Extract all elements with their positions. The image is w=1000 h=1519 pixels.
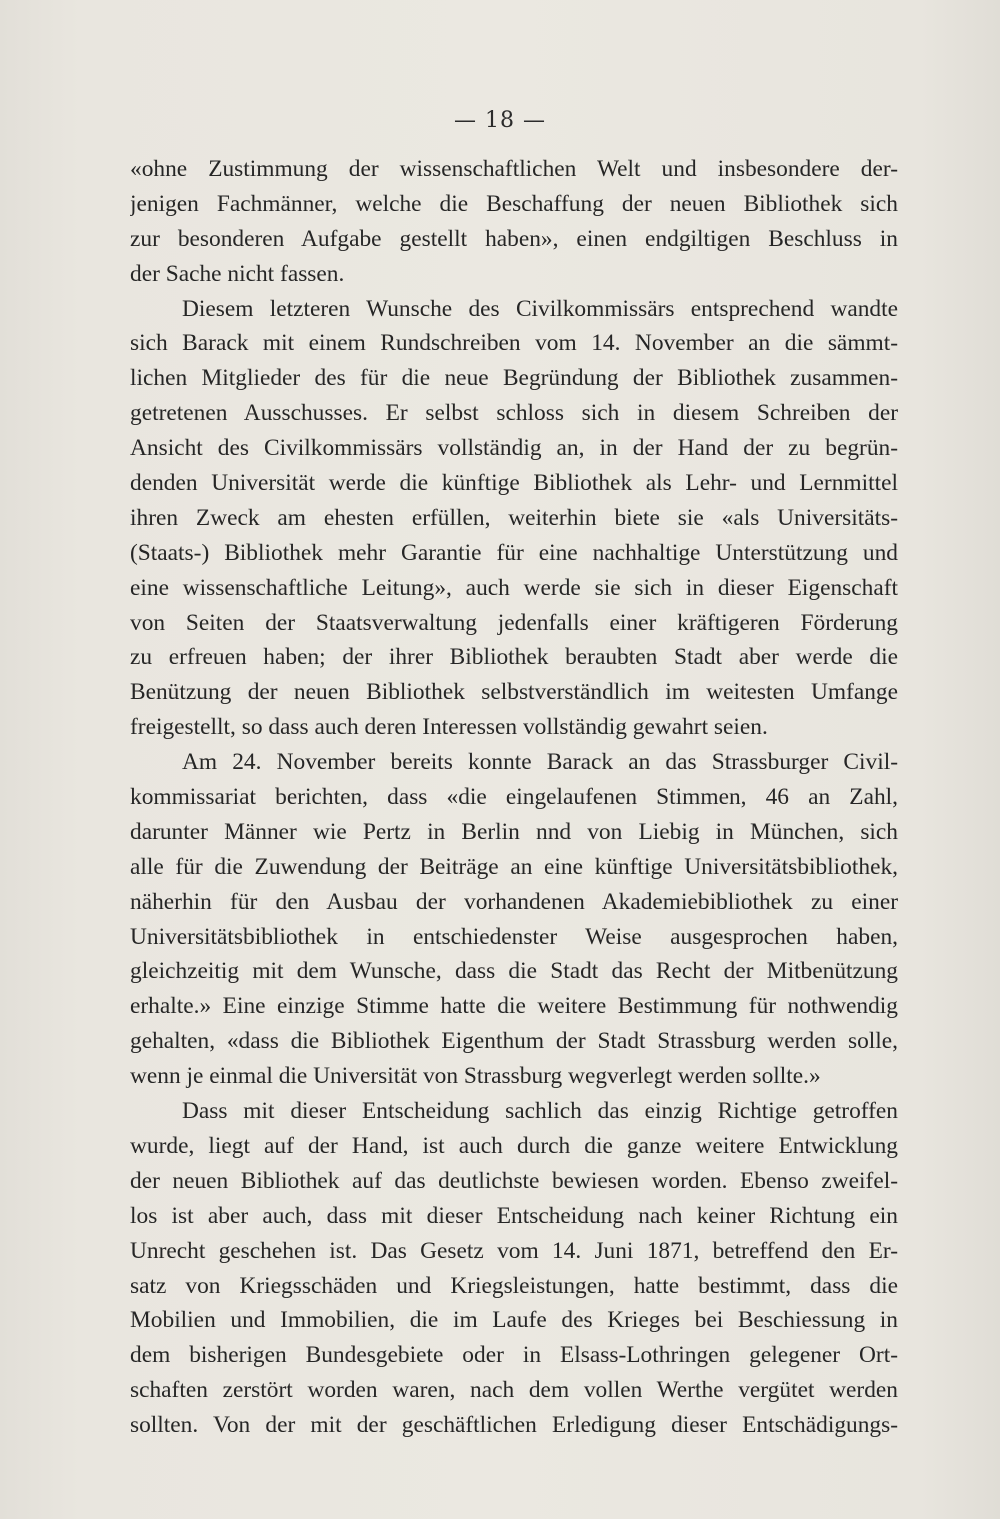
text-line: gehalten, «dass die Bibliothek Eigenthum der Stadt Strassburg werden solle, <box>130 1028 898 1055</box>
text-line: dem bisherigen Bundesgebiete oder in Elsass-Lothringen gelegener Ort- <box>130 1342 898 1369</box>
text-line: sich Barack mit einem Rundschreiben vom 14. November an die sämmt- <box>130 330 898 357</box>
text-line: schaften zerstört worden waren, nach dem vollen Werthe vergütet werden <box>130 1377 898 1404</box>
text-line: wenn je einmal die Universität von Strassburg wegverlegt werden sollte.» <box>130 1063 821 1090</box>
text-line: denden Universität werde die künftige Bibliothek als Lehr- und Lernmittel <box>130 470 898 497</box>
text-line: satz von Kriegsschäden und Kriegsleistungen, hatte bestimmt, dass die <box>130 1272 898 1299</box>
text-line: los ist aber auch, dass mit dieser Entscheidung nach keiner Richtung ein <box>130 1202 898 1229</box>
text-line: Benützung der neuen Bibliothek selbstverständlich im weitesten Umfange <box>130 679 898 706</box>
text-line: darunter Männer wie Pertz in Berlin nnd von Liebig in München, sich <box>130 818 898 845</box>
page-number: — 18 — <box>454 108 546 133</box>
text-line: kommissariat berichten, dass «die eingelaufenen Stimmen, 46 an Zahl, <box>130 784 898 811</box>
text-line: alle für die Zuwendung der Beiträge an eine künftige Universitätsbibliothek, <box>130 853 898 880</box>
paragraph-first-line: Am 24. November bereits konnte Barack an das Strassburger Civil- <box>182 749 898 776</box>
text-line: (Staats-) Bibliothek mehr Garantie für eine nachhaltige Unterstützung und <box>130 539 898 566</box>
text-line: wurde, liegt auf der Hand, ist auch durch die ganze weitere Entwicklung <box>130 1132 898 1159</box>
text-line: Unrecht geschehen ist. Das Gesetz vom 14. Juni 1871, betreffend den Er- <box>130 1237 898 1264</box>
text-line: der neuen Bibliothek auf das deutlichste bewiesen worden. Ebenso zweifel- <box>130 1167 898 1194</box>
text-line: der Sache nicht fassen. <box>130 260 345 287</box>
text-line: zur besonderen Aufgabe gestellt haben», einen endgiltigen Beschluss in <box>130 225 898 252</box>
text-line: «ohne Zustimmung der wissenschaftlichen Welt und insbesondere der- <box>130 156 898 182</box>
text-line: Universitätsbibliothek in entschiedenster Weise ausgesprochen haben, <box>130 923 898 950</box>
text-line: Mobilien und Immobilien, die im Laufe des Krieges bei Beschiessung in <box>130 1307 898 1334</box>
text-line: gleichzeitig mit dem Wunsche, dass die Stadt das Recht der Mitbenützung <box>130 958 898 985</box>
text-line: ihren Zweck am ehesten erfüllen, weiterhin biete sie «als Universitäts- <box>130 504 898 531</box>
text-line: freigestellt, so dass auch deren Interessen vollständig gewahrt seien. <box>130 714 768 741</box>
text-line: getretenen Ausschusses. Er selbst schloss sich in diesem Schreiben der <box>130 400 898 427</box>
body-text <box>130 152 898 1443</box>
text-line: näherhin für den Ausbau der vorhandenen Akademiebibliothek zu einer <box>130 888 898 915</box>
text-line: erhalte.» Eine einzige Stimme hatte die weitere Bestimmung für nothwendig <box>130 993 898 1020</box>
text-line: lichen Mitglieder des für die neue Begründung der Bibliothek zusammen- <box>130 365 898 392</box>
paragraph-first-line: Dass mit dieser Entscheidung sachlich das einzig Richtige getroffen <box>182 1098 898 1125</box>
text-line: zu erfreuen haben; der ihrer Bibliothek beraubten Stadt aber werde die <box>130 644 898 671</box>
text-line: eine wissenschaftliche Leitung», auch werde sie sich in dieser Eigenschaft <box>130 574 898 601</box>
text-line: von Seiten der Staatsverwaltung jedenfalls einer kräftigeren Förderung <box>130 609 898 636</box>
text-line: sollten. Von der mit der geschäftlichen Erledigung dieser Entschädigungs- <box>130 1412 898 1439</box>
text-line: Ansicht des Civilkommissärs vollständig an, in der Hand der zu begrün- <box>130 435 898 462</box>
paragraph-first-line: Diesem letzteren Wunsche des Civilkommissärs entsprechend wandte <box>182 295 898 322</box>
text-line: jenigen Fachmänner, welche die Beschaffung der neuen Bibliothek sich <box>130 190 898 217</box>
